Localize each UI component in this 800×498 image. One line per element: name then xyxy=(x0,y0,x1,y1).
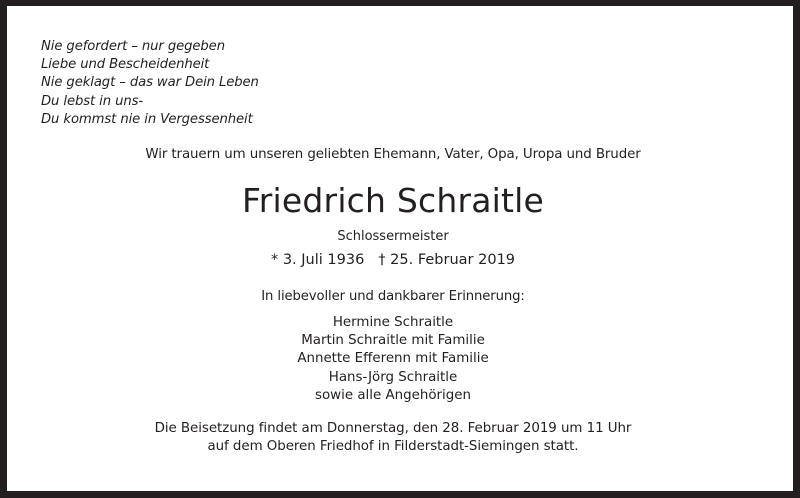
life-dates xyxy=(0,252,786,268)
profession: Schlossermeister xyxy=(337,229,449,244)
funeral-info xyxy=(0,420,786,456)
death-date: † 25. Februar 2019 xyxy=(378,252,516,268)
funeral-line: Die Beisetzung findet am Donnerstag, den 28. Februar 2019 um 11 Uhr xyxy=(154,421,632,436)
deceased-name: Friedrich Schraitle xyxy=(241,181,545,220)
mourner: sowie alle Angehörigen xyxy=(315,387,471,403)
mourner: Annette Efferenn mit Familie xyxy=(297,351,489,367)
mourners-list xyxy=(0,314,786,405)
poem-line: Nie geklagt – das war Dein Leben xyxy=(41,75,259,91)
birth-date: * 3. Juli 1936 xyxy=(270,252,365,268)
mourner: Hermine Schraitle xyxy=(332,315,454,330)
mourning-intro: Wir trauern um unseren geliebten Ehemann, Vater, Opa, Uropa und Bruder xyxy=(145,147,641,162)
mourner: Martin Schraitle mit Familie xyxy=(301,333,485,349)
memory-line: In liebevoller und dankbarer Erinnerung: xyxy=(261,289,525,304)
poem-line: Nie gefordert – nur gegeben xyxy=(41,39,225,54)
funeral-line: auf dem Oberen Friedhof in Filderstadt-Siemingen statt. xyxy=(207,439,579,455)
poem-line: Du kommst nie in Vergessenheit xyxy=(41,111,253,127)
poem-line: Liebe und Bescheidenheit xyxy=(41,57,210,73)
mourner: Hans-Jörg Schraitle xyxy=(328,369,458,385)
poem-line: Du lebst in uns- xyxy=(41,93,144,109)
poem-verse xyxy=(41,38,259,129)
